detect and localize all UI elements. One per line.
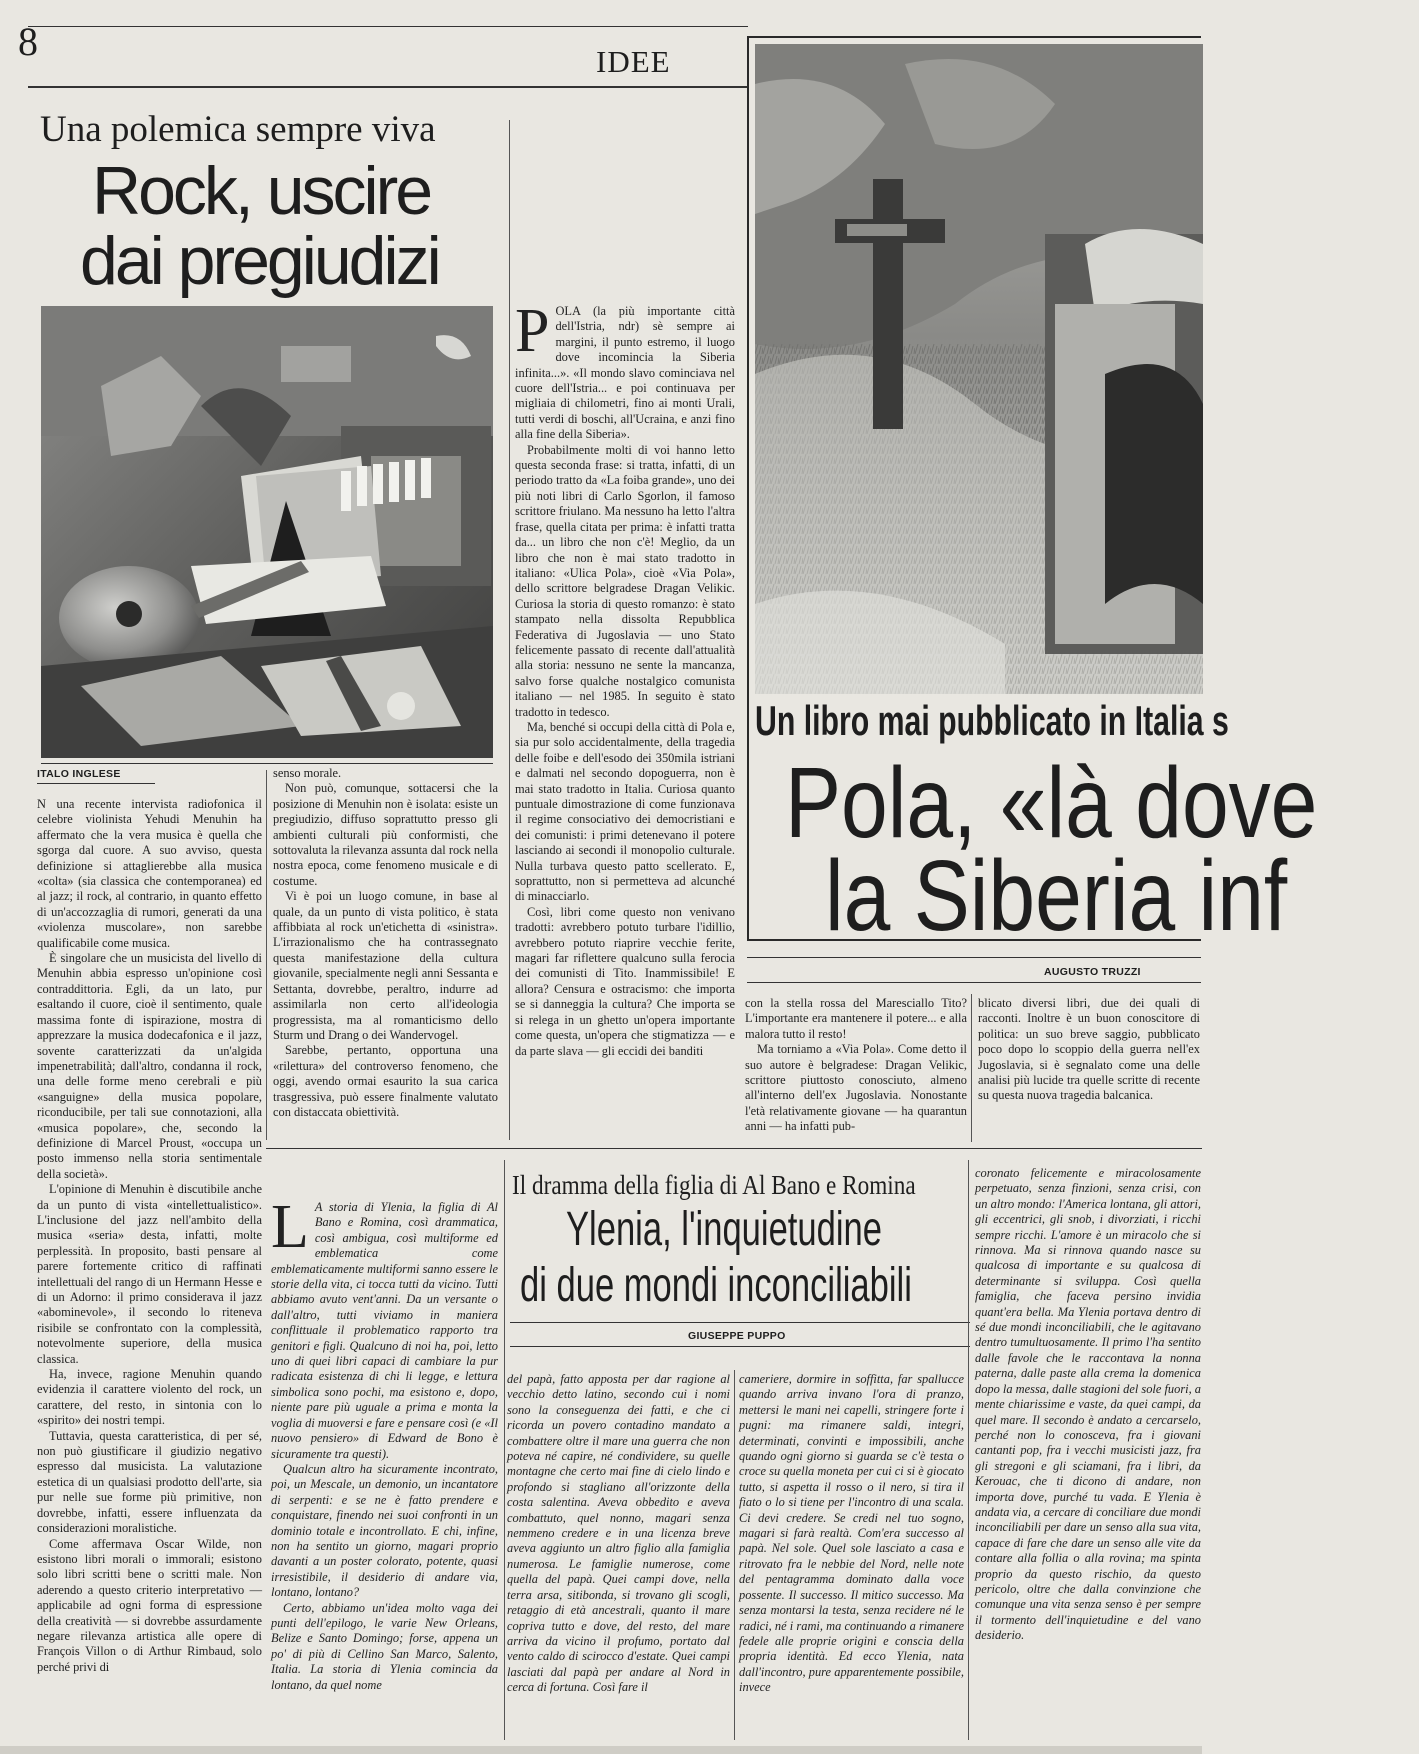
rock-paragraph: È singolare che un musicista del livello di Menuhin abbia espresso un'opinione così contraddittoria. Egli, da un lato, pur esaltando il cuore, cioè il sentimento, quale massima fonte di ispirazione, mostra di apprezzare la musica dodecafonica e il jazz, sovente caratterizzati da un'algida impenetrabilità; dall'altro, condanna il rock, una delle forme meno cerebrali e più «sanguigne» della musica popolare, riconducibile, per tali sue connotazioni, alla «musica popolare», che, secondo la definizione di Marcel Proust, «occupa un posto immenso nella storia sentimentale della società».	[37, 951, 262, 1181]
rock-paragraph: N una recente intervista radiofonica il celebre violinista Yehudi Menuhin ha affermato che la vera musica è quella che sgorga dal cuore. A suo avviso, questa definizione si attaglierebbe alla musica «colta» (sia classica che contemporanea) ed al jazz; il rock, al contrario, in quanto effetto di un'accozzaglia di rumori, generati da una «violenza muscolare», non sarebbe qualificabile come musica.	[37, 797, 262, 950]
rock-kicker: Una polemica sempre viva	[40, 109, 436, 150]
ylenia-paragraph: Qualcun altro ha sicuramente incontrato, poi, un Mescale, un demonio, un incantatore di serpenti: e se ne è fatto prendere e conquistare, finendo nei suoi confronti in un dominio totale e incontrollato. E chi, infine, non ha sentito un giorno, magari proprio davanti a un poster colorato, potente, quasi irresistibile, il desiderio di andare via, lontano, lontano?	[271, 1461, 498, 1600]
rock-paragraph: senso morale.	[273, 766, 342, 780]
rock-paragraph: Non può, comunque, sottacersi che la posizione di Menuhin non è isolata: esiste un pregiudizio, diffuso soprattutto presso gli ambienti culturali più conformisti, che sottovaluta la rilevanza assunta dal rock nella nostra epoca, come fenomeno musicale e di costume.	[273, 781, 499, 888]
rock-column-1	[37, 797, 262, 1737]
page-number: 8	[18, 19, 38, 64]
ylenia-column-b: cameriere, dormire in soffitta, far spallucce quando arriva invano l'ora di pranzo, mettersi le mani nei capelli, stringere forte i pugni: ma rimanere saldi, integri, determinati, convinti e impossibili, anche quando ogni giorno si guarda se c'è testa o croce su quella moneta per cui ci si è giocato tutto, si aspetta il rosso o il nero, si tira il fiato o lo si tiene per l'incontro di una scala. Ci devi credere. Se credi nel tuo sogno, magari si farà realtà. Com'era successo al papà. Nel sole. Quel sole lasciato a casa e ritrovato fra le nebbie del Nord, nelle note del pentagramma dominato dalla voce possente. Il successo. Il mitico successo. Ma senza montarsi la testa, senza recidere né le radici, né i rami, ma continuando a rimanere fedele alle proprie origini e consciа della propria identità. Ed ecco Ylenia, nata dall'incontro, pure apparentemente possibile, invece	[739, 1372, 964, 1695]
pola-title-line2: la Siberia inf	[825, 840, 1288, 952]
pola-kicker: Un libro mai pubblicato in Italia s	[755, 697, 1229, 744]
ylenia-author: GIUSEPPE PUPPO	[688, 1330, 786, 1342]
pola-lead: OLA (la più importante città dell'Istria, ndr) sè sempre ai margini, il punto estremo, il luogo dove incomincia la Siberia infinita...». «Il mondo slavo cominciava nel cuore dell'Istria... e poi continuava per migliaia di chilometri, fino ai monti Urali, tutti verdi di boschi, all'Ucraina, e anzi fino alla fine della Siberia».	[515, 304, 735, 442]
pola-column-1	[515, 297, 735, 1142]
ylenia-intro: A storia di Ylenia, la figlia di Al Bano e Romina, così drammatica, così ambigua, così multiforme ed emblematica come emblematicamente multiformi sanno essere le storie della vita, ci tocca tutti da vicino. Tutti abbiamo avuto vent'anni. Da un versante o dall'altro, tutti viviamo in maniera conflittuale il problematico rapporto tra genitori e figli. Qualcuno di noi ha, poi, letto uno di quei libri capaci di cambiare la pur radicata esistenza di chi li legge, e lettura simbolica sono pochi, ma esistono e, dopo, niente pare più uguale a prima e monta la voglia di muoversi e fare e pensare così (e «Il nuovo pensiero» di Edward de Bono è sicuramente tra questi).	[271, 1200, 498, 1461]
rock-title-line1: Rock, uscire	[92, 153, 431, 229]
pola-drop-cap: P	[515, 297, 550, 365]
rock-paragraph: Ha, invece, ragione Menuhin quando evidenzia il carattere violento del rock, un carattere, del resto, in sintonia con lo «spirito» dei nostri tempi.	[37, 1367, 262, 1428]
pola-column-3	[978, 996, 1200, 1142]
ylenia-drop-cap: L	[271, 1193, 309, 1261]
rock-title-line2: dai pregiudizi	[80, 223, 439, 299]
rock-paragraph: Tuttavia, questa caratteristica, di per sé, non può giustificare il giudizio negativo espresso dal musicista. La valutazione estetica di un qualsiasi prodotto dell'arte, sia pur nelle sue forme più primitive, non dovrebbe, infatti, essere influenzata da considerazioni moralistiche.	[37, 1428, 262, 1536]
rock-paragraph: Come affermava Oscar Wilde, non esistono libri morali o immorali; esistono solo libri scritti bene o scritti male. Non aderendo a questo criterio interpretativo — applicabile ad ogni forma di espressione della creatività — si dovrebbe assurdamente negare rilevanza artistica alle opere di François Villon o di Arthur Rimbaud, solo perché privi di	[37, 1536, 262, 1674]
rock-column-2	[273, 766, 498, 1141]
pola-column-2	[745, 996, 967, 1142]
ylenia-title-line1: Ylenia, l'inquietudine	[566, 1203, 882, 1256]
ylenia-kicker: Il dramma della figlia di Al Bano e Romina	[512, 1170, 916, 1200]
pola-headline-box	[747, 36, 1318, 952]
page-bottom-edge	[0, 1746, 1202, 1754]
ylenia-title-line2: di due mondi inconciliabili	[520, 1259, 912, 1312]
rock-paragraph: Vi è poi un luogo comune, in base al quale, da un punto di vista politico, è stata affibbiata al rock un'etichetta di «sinistra». L'irrazionalismo che ha contrassegnato questa manifestazione della cultura giovanile, specialmente negli anni Sessanta e Settanta, dovrebbe, peraltro, indurre ad assimilarla non certo all'ideologia progressista, ma al romanticismo dello Sturm und Drang o dei Wandervogel.	[273, 889, 498, 1042]
section-title: IDEE	[596, 44, 671, 79]
rock-paragraph: Sarebbe, pertanto, opportuna una «rilettura» del controverso fenomeno, che oggi, avendo ormai esaurito la sua carica trasgressiva, può essere finalmente valutato con distaccata obiettività.	[273, 1043, 498, 1119]
ylenia-intro-column	[271, 1193, 498, 1740]
pola-paragraph: Probabilmente molti di voi hanno letto questa seconda frase: si tratta, infatti, di un periodo tratto da «La foiba grande», uno dei più noti libri di Carlo Sgorlon, il famoso scrittore friulano. Ma nessuno ha letto l'altra frase, quella citata per prima: è infatti tratta da... un libro che non c'è! Meglio, da un libro che non è mai stato tradotto in italiano: «Ulica Pola», cioè «Via Pola», dello scrittore belgradese Dragan Velikic. Curiosa la storia di questo romanzo: è stato stampato nella dissolta Repubblica Federativa di Jugoslavia — uno Stato felicemente passato di recente dall'attualità alla storia: nessuno ne sente la mancanza, salvo forse qualche nostalgico comunista italiano — nel 1985. In seguito è stato tradotto in tedesco.	[515, 442, 735, 719]
cemetery-cross-photo	[755, 44, 1203, 694]
pola-paragraph: con la stella rossa del Maresciallo Tito? L'importante era mantenere il potere... e alla malora tutto il resto!	[745, 996, 967, 1041]
pola-paragraph: blicato diversi libri, due dei quali di racconti. Inoltre è un buon conoscitore di politica: un suo breve saggio, pubblicato poco dopo lo scoppio della guerra nell'ex Jugoslavia, si è segnalato come una delle analisi più lucide tra quelle scritte di recente su questa nuova tragedia balcanica.	[978, 996, 1200, 1103]
still-life-mandolin-photo	[41, 306, 493, 758]
ylenia-column-c: coronato felicemente e miracolosamente perpetuato, senza finzioni, senza crisi, con un altro mondo: l'America lontana, gli attori, gli eccentrici, gli snob, i divorziati, i ricchi sempre ricchi. L'amore è un miracolo che si rinnova. Ma si rinnova quando nasce su qualcosa di importante e su qualcosa di determinante si sviluppa. Così quella famiglia, che faceva persino invidia quant'era bella. Ma Ylenia portava dentro di sé due mondi inconciliabili, che le agitavano dentro tumultuosamente. Il primo l'ha sentito dalle favole che le raccontava la nonna paterna, dalle paste alla crema la domenica dopo la messa, dalle stagioni del sole fuori, a mente chiarissime e vaste, da quei campi, da quel mare. Il secondo è andato a cercarselo, perché non lo conosceva, fra i giovani cantanti pop, fra i vecchi musicisti jazz, fra gli stregoni e gli sciamani, fra i libri, da Kerouac, che ti dicono di andare, non importa dove, purché tu vada. E Ylenia è andata via, a cercare di conciliare due mondi inconciliabili per dare un senso alla sua vita, capace di fare che dare un senso alle vite da contare alla follia o alla rovina; ma spinta proprio da questo rischio, da questo pericolo, oltre che dalla convinzione che comunque una vita senza senso è per sempre il tormento dell'inquietudine e del vano desiderio.	[975, 1166, 1201, 1643]
pola-title-line1: Pola, «là dove	[785, 747, 1318, 859]
rock-author: ITALO INGLESE	[37, 768, 121, 780]
pola-author: AUGUSTO TRUZZI	[1044, 966, 1141, 978]
pola-paragraph: Ma, benché si occupi della città di Pola e, sia pur solo accidentalmente, della tragedia delle foibe e dell'esodo dei 350mila istriani e dalmati nel secondo dopoguerra, non è mai stato tradotto in Italia. Curiosa quanto puntuale dimostrazione di come funzionava il regime consociativo dei democristiani e dei comunisti: i primi detenevano il potere lasciando ai secondi il monopolio culturale. Nulla turbava questo patto scellerato. E, soprattutto, non si permetteva ad alcunché di minacciarlo.	[515, 719, 735, 904]
rock-paragraph: L'opinione di Menuhin è discutibile anche da un punto di vista «intellettualistico». L'inclusione del jazz nell'ambito della musica «seria» desta, infatti, molte perplessità. In proposito, basti pensare al parere fortemente critico di raffinati intellettuali del rango di un Hermann Hesse e di un Adorno: il primo considerava il jazz «abominevole», il secondo lo riteneva risibile se confrontato con la complessità, notevolmente superiore, della musica classica.	[37, 1182, 262, 1366]
pola-paragraph: Ma torniamo a «Via Pola». Come detto il suo autore è belgradese: Dragan Velikic, scrittore piuttosto conosciuto, almeno all'interno dell'ex Jugoslavia. Nonostante l'età relativamente giovane — ha quarantun anni — ha infatti pub-	[745, 1042, 967, 1134]
ylenia-paragraph: Certo, abbiamo un'idea molto vaga dei punti dell'epilogo, le varie New Orleans, Belize e Santo Domingo; forse, appena un po' di più di Cellino San Marco, Salento, Italia. La storia di Ylenia comincia da lontano, da quel nome	[271, 1600, 498, 1692]
ylenia-column-a: del papà, fatto apposta per dar ragione al vecchio detto latino, secondo cui i nomi sono la conseguenza dei fatti, e che ci ricorda un povero contadino mandato a combattere oltre il mare una guerra che non poteva né capire, né condividere, su quelle montagne che certo mai fine di cielo lindo e profondo si stagliano all'orizzonte della costa salentina. Aveva obbedito e aveva combattuto, quel nonno, magari senza nemmeno credere e in una licenza breve aveva aggiunto un altro figlio alla famiglia numerosa. Le famiglie numerose, come quella del papà. Quei campi dove, nella terra arsa, sitibonda, si trovano gli scogli, retaggio di età ancestrali, quanto il mare copriva tutto e dove, del resto, del mare arriva da vicino il profumo, portato dal vento caldo di scirocco d'estate. Quei campi lasciati dal papà per andare al Nord in cerca di fortuna. Così fare il	[507, 1372, 730, 1695]
pola-paragraph: Così, libri come questo non venivano tradotti: avrebbero potuto turbare l'idillio, avrebbero potuto riaprire vecchie ferite, magari far riflettere qualcuno sulla ferocia dei comunisti di Tito. Inammissibile! E allora? Censura e ostracismo: che importa se si danneggia la cultura? Che importa se si relega in un ghetto un'opera importante come questa, un'opera che stigmatizza — e da parte slava — gli eccidi dei banditi	[515, 904, 735, 1058]
